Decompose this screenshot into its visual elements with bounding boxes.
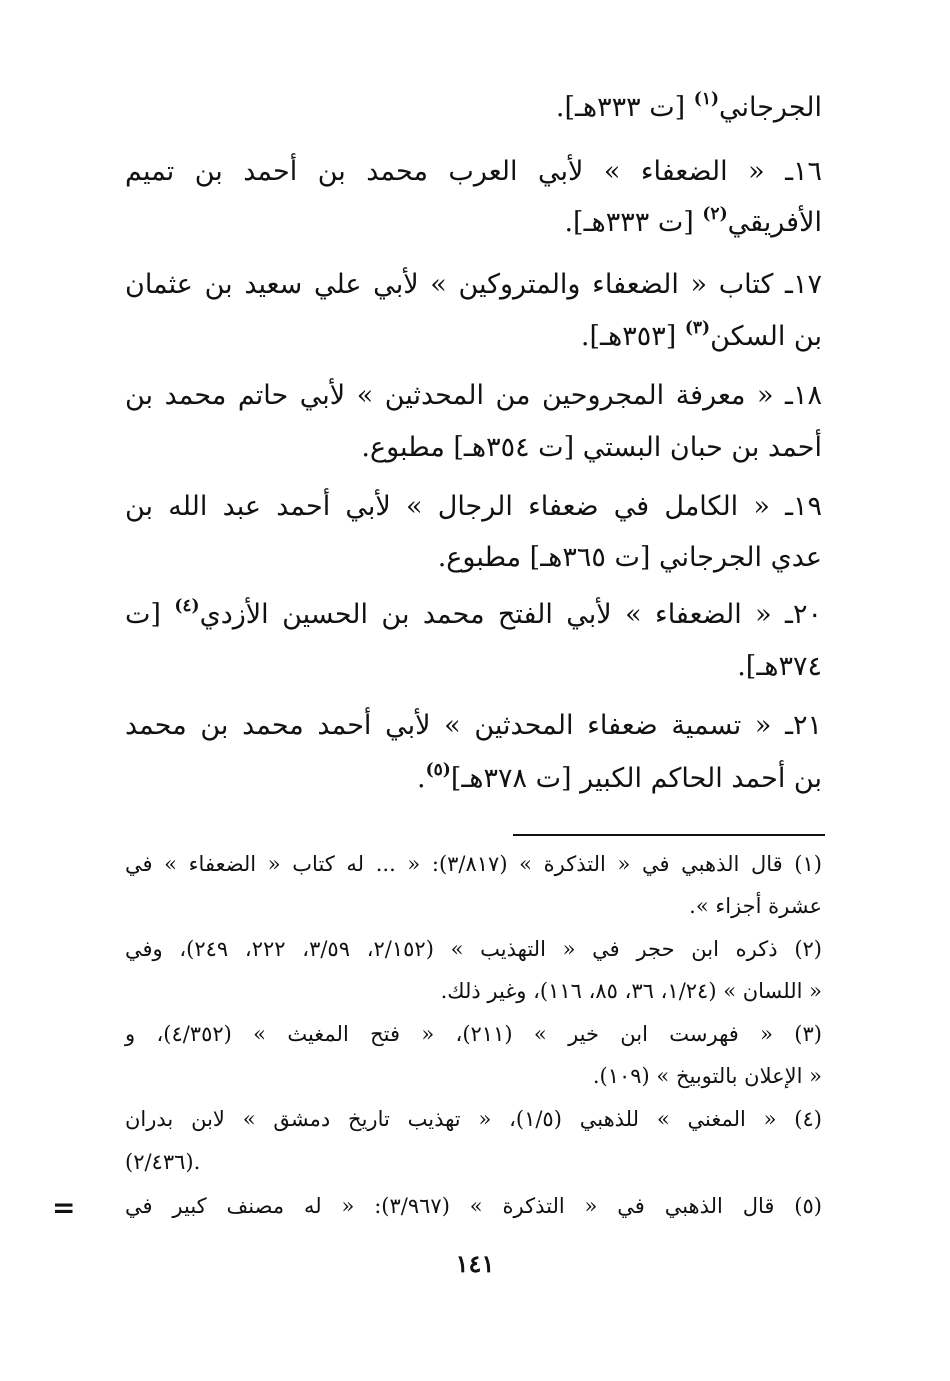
footnote-1-line-1: (١) قال الذهبي في « التذكرة » (٣/٨١٧): « ... له كتاب « الضعفاء » في: [125, 852, 822, 876]
text-line-1: الجرجاني$^{(١)}$ [ت ٣٣٣هـ].: [555, 89, 822, 123]
text-line-13: بن أحمد الحاكم الكبير [ت ٣٧٨هـ]$^{(٥)}$.: [417, 760, 822, 794]
continuation-mark: =: [52, 1191, 76, 1224]
footnote-3-line-2: « الإعلان بالتوبيخ » (١٠٩).: [592, 1064, 822, 1088]
text-line-11: ٣٧٤هـ].: [737, 651, 822, 682]
footnote-2-line-1: (٢) ذكره ابن حجر في « التهذيب » (٢/١٥٢، ٣/٥٩، ٢٢٢، ٢٤٩)، وفي: [125, 937, 822, 961]
footnote-ref-5: (٥): [425, 760, 451, 780]
text-line-5: بن السكن$^{(٣)}$ [٣٥٣هـ].: [580, 318, 822, 352]
footnote-ref-3: (٣): [684, 318, 711, 338]
text-line-3: الأفريقي$^{(٢)}$ [ت ٣٣٣هـ].: [564, 204, 822, 238]
text-line-2: ١٦ـ « الضعفاء » لأبي العرب محمد بن أحمد بن تميم: [125, 156, 822, 187]
text-line-4: ١٧ـ كتاب « الضعفاء والمتروكين » لأبي علي سعيد بن عثمان: [125, 269, 822, 300]
footnote-2-line-2: « اللسان » (١/٢٤، ٣٦، ٨٥، ١١٦)، وغير ذلك.: [440, 979, 822, 1003]
footnote-separator: [513, 834, 825, 836]
footnote-1-line-2: عشرة أجزاء ».: [689, 894, 822, 918]
text-line-7: أحمد بن حبان البستي [ت ٣٥٤هـ] مطبوع.: [361, 432, 822, 463]
footnote-5-line-1: (٥) قال الذهبي في « التذكرة » (٣/٩٦٧): « له مصنف كبير في: [125, 1194, 822, 1218]
footnote-ref-4: (٤): [174, 596, 200, 616]
footnote-3-line-1: (٣) « فهرست ابن خير » (٢١١)، « فتح المغيث » (٤/٣٥٢)، و: [125, 1022, 822, 1046]
text-line-6: ١٨ـ « معرفة المجروحين من المحدثين » لأبي حاتم محمد بن: [125, 380, 822, 411]
footnote-4-line-2: (٢/٤٣٦).: [125, 1150, 201, 1174]
footnote-ref-2: (٢): [702, 204, 728, 224]
text-line-9: عدي الجرجاني [ت ٣٦٥هـ] مطبوع.: [437, 542, 822, 573]
text-line-8: ١٩ـ « الكامل في ضعفاء الرجال » لأبي أحمد عبد الله بن: [125, 491, 822, 522]
footnote-ref-1: (١): [693, 89, 719, 109]
footnote-4-line-1: (٤) « المغني » للذهبي (١/٥)، « تهذيب تاريخ دمشق » لابن بدران: [125, 1107, 822, 1131]
page-number: ١٤١: [455, 1249, 495, 1278]
text-line-12: ٢١ـ « تسمية ضعفاء المحدثين » لأبي أحمد محمد بن محمد: [125, 710, 822, 741]
text-line-10: ٢٠ـ « الضعفاء » لأبي الفتح محمد بن الحسين الأزدي$^{(٤)}$ [ت: [125, 596, 822, 630]
